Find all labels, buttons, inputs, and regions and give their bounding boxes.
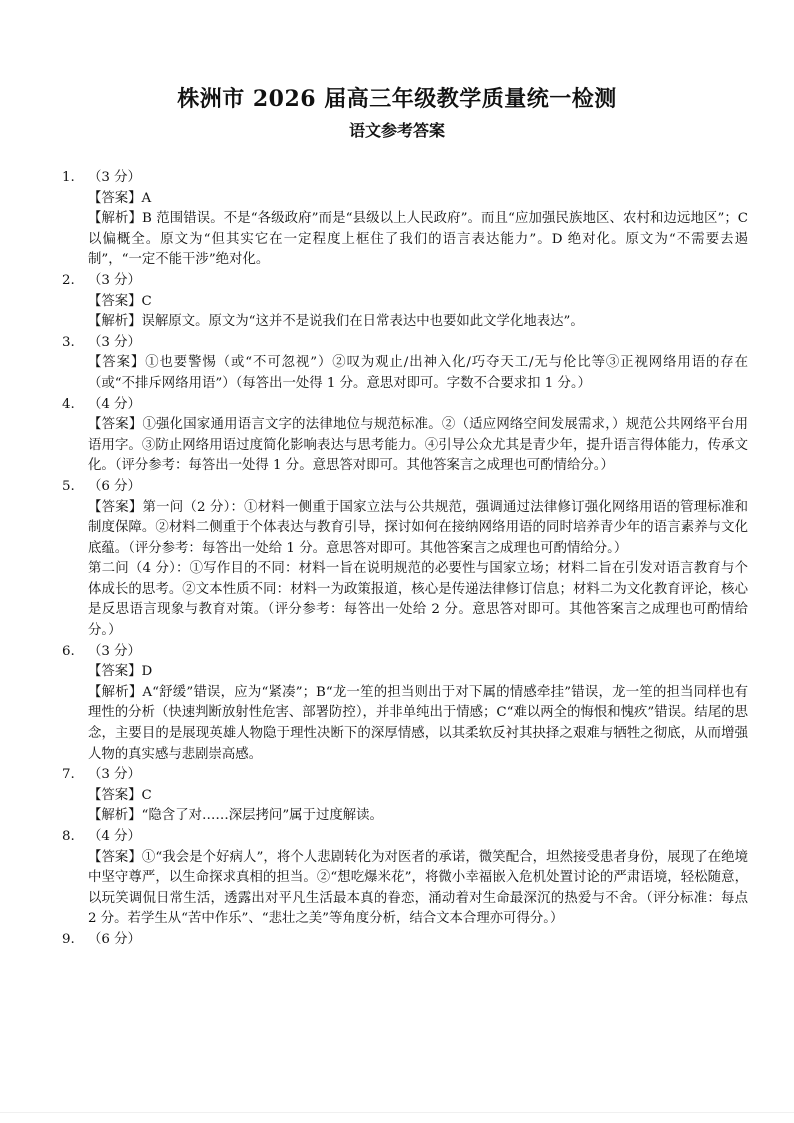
question-5 (62, 477, 748, 642)
question-4 (62, 395, 748, 477)
question-number: 9. (62, 931, 75, 947)
question-number: 5. (62, 478, 75, 494)
question-6 (62, 642, 748, 766)
answer-line: 【答案】C (88, 787, 152, 803)
question-8 (62, 827, 748, 930)
question-score: （3 分） (88, 643, 141, 659)
analysis-line: 【解析】“隐含了对……深层拷问”属于过度解读。 (88, 808, 383, 824)
answer-line: 【答案】①强化国家通用语言文字的法律地位与规范标准。②（适应网络空间发展需求，）规范公共网络平台用语用字。③防止网络用语过度简化影响表达与思考能力。④引导公众尤其是青少年，提升语言得体能力，传承文化。（评分参考：每答出一处得 1 分。意思答对即可。其他答案言之成理也可酌情给分。） (88, 417, 748, 474)
question-number: 3. (62, 334, 75, 350)
question-number: 2. (62, 272, 75, 288)
question-score: （4 分） (88, 829, 141, 844)
question-score: （3 分） (88, 170, 141, 185)
answer-line: 【答案】D (88, 664, 153, 680)
page-subtitle: 语文参考答案 (348, 121, 445, 140)
question-number: 7. (62, 767, 75, 783)
question-7 (62, 765, 748, 827)
question-9 (62, 930, 748, 951)
question-number: 8. (62, 829, 75, 844)
analysis-line: 【解析】误解原文。原文为“这并不是说我们在日常表达中也要如此文学化地表达”。 (88, 314, 584, 330)
page-title: 株洲市 2026 届高三年级教学质量统一检测 (177, 86, 617, 112)
question-number: 6. (62, 643, 75, 659)
answer-line: 【答案】①也要警惕（或“不可忽视”）②叹为观止/出神入化/巧夺天工/无与伦比等③正视网络用语的存在（或“不排斥网络用语”）（每答出一处得 1 分。意思对即可。字数不合要求扣 1 分。） (88, 355, 748, 391)
question-score: （4 分） (88, 396, 141, 412)
question-1 (62, 168, 748, 271)
question-2 (62, 271, 748, 333)
answer-list (62, 168, 748, 951)
answer-line-part-two: 第二问（4 分）：①写作目的不同：材料一旨在说明规范的必要性与国家立场；材料二旨在引发对语言教育与个体成长的思考。②文本性质不同：材料一为政策报道，核心是传递法律修订信息；材料二为文化教育评论，核心是反思语言现象与教育对策。（评分参考：每答出一处给 2 分。意思答对即可。其他答案言之成理也可酌情给分。） (88, 561, 748, 639)
page-bottom-divider (0, 1112, 794, 1113)
answer-line: 【答案】①“我会是个好病人”，将个人悲剧转化为对医者的承诺，微笑配合，坦然接受患者身份，展现了在绝境中坚守尊严，以生命探求真相的担当。②“想吃爆米花”，将微小幸福嵌入危机处置讨论的严肃语境，轻松随意，以玩笑调侃日常生活，透露出对平凡生活最本真的眷恋，涌动着对生命最深沉的热爱与不舍。（评分标准：每点 2 分。若学生从“苦中作乐”、“悲壮之美”等角度分析，结合文本合理亦可得分。） (88, 849, 748, 927)
question-score: （6 分） (88, 478, 141, 494)
question-3 (62, 333, 748, 395)
question-score: （3 分） (88, 272, 141, 288)
answer-line: 【答案】C (88, 293, 152, 309)
question-number: 4. (62, 396, 75, 412)
answer-line: 【答案】A (88, 190, 152, 206)
question-score: （3 分） (88, 334, 141, 350)
question-number: 1. (62, 170, 75, 185)
question-score: （3 分） (88, 767, 141, 783)
answer-line: 【答案】第一问（2 分）：①材料一侧重于国家立法与公共规范，强调通过法律修订强化网络用语的管理标准和制度保障。②材料二侧重于个体表达与教育引导，探讨如何在接纳网络用语的同时培养青少年的语言素养与文化底蕴。（评分参考：每答出一处给 1 分。意思答对即可。其他答案言之成理也可酌情给分。） (88, 499, 748, 556)
analysis-line: 【解析】B 范围错误。不是“各级政府”而是“县级以上人民政府”。而且“应加强民族地区、农村和边远地区”；C 以偏概全。原文为“但其实它在一定程度上框住了我们的语言表达能力”。D 绝对化。原文为“不需要去遏制”，“一定不能干涉”绝对化。 (88, 211, 748, 268)
analysis-line: 【解析】A“舒缓”错误，应为“紧凑”；B“龙一笙的担当则出于对下属的情感牵挂”错误，龙一笙的担当同样也有理性的分析（快速判断放射性危害、部署防控），并非单纯出于情感；C“难以两全的悔恨和愧疚”错误。结尾的思念，主要目的是展现英雄人物隐于理性决断下的深厚情感，以其柔软反衬其抉择之艰难与牺牲之彻底，从而增强人物的真实感与悲剧崇高感。 (88, 684, 748, 762)
question-score: （6 分） (88, 931, 141, 947)
